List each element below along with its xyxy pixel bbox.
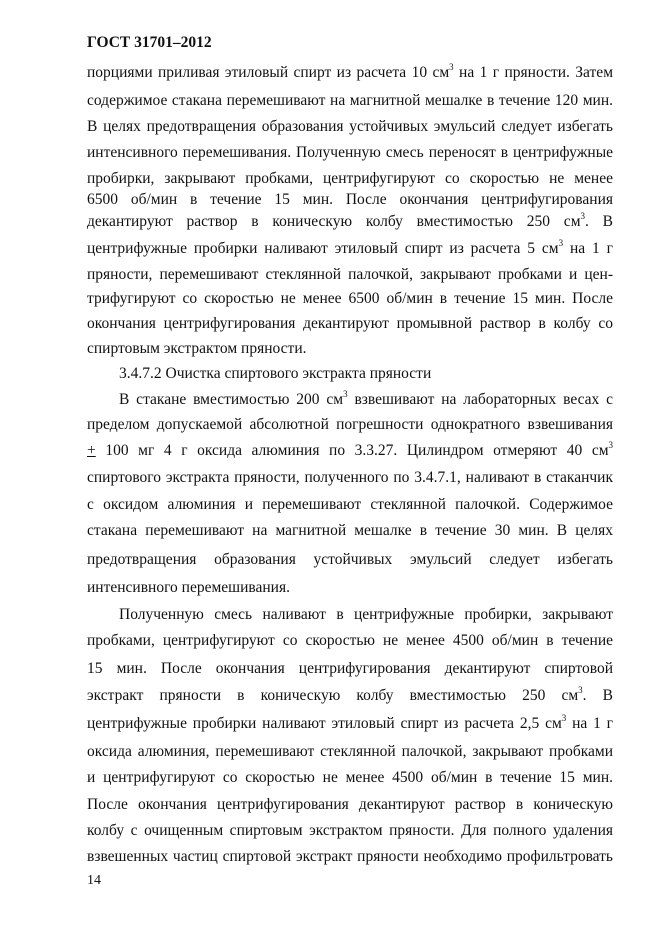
text-line: содержимое стакана перемешивают на магнитной мешалке в течение 120 мин.	[87, 92, 613, 109]
text-line: Полученную смесь наливают в центрифужные пробирки, закрывают	[119, 606, 613, 623]
page-number: 14	[87, 873, 101, 888]
text-line: 15 мин. После окончания центрифугирования декантируют спиртовой	[87, 660, 613, 677]
text-line: декантируют раствор в коническую колбу вместимостью 250 $см^3$. В	[87, 212, 613, 230]
text-line: интенсивного перемешивания. Полученную смесь переносят в центрифужные	[87, 144, 613, 161]
text-line: окончания центрифугирования декантируют промывной раствор в колбу со	[87, 315, 613, 332]
text-line: В стакане вместимостью 200 $см^3$ взвешивают на лабораторных весах с	[119, 390, 613, 408]
text-line: спиртового экстракта пряности, полученного по 3.4.7.1, наливают в стаканчик	[87, 469, 613, 486]
text-line: пробками, центрифугируют со скоростью не менее 4500 об/мин в течение	[87, 632, 613, 649]
text-line: центрифужные пробирки наливают этиловый спирт из расчета 2,5 $см^3$ на 1 г	[87, 714, 613, 732]
text-line: предотвращения образования устойчивых эмульсий следует избегать	[87, 551, 613, 568]
text-line: оксида алюминия, перемешивают стеклянной палочкой, закрывают пробками	[87, 743, 613, 760]
text-line: порциями приливая этиловый спирт из расчета 10 $см^3$ на 1 г пряности. Затем	[87, 63, 613, 81]
text-line: интенсивного перемешивания.	[87, 579, 290, 596]
text-line: После окончания центрифугирования декантируют раствор в коническую	[87, 796, 613, 813]
text-line: + 100 мг 4 г оксида алюминия по 3.3.27. Цилиндром отмеряют 40 $см^3$	[87, 441, 613, 459]
text-line: стакана перемешивают на магнитной мешалке в течение 30 мин. В целях	[87, 522, 613, 539]
text-line: пряности, перемешивают стеклянной палочкой, закрывают пробками и цен-	[87, 266, 613, 283]
text-line: взвешенных частиц спиртовой экстракт пряности необходимо профильтровать	[87, 848, 613, 865]
text-line: центрифужные пробирки наливают этиловый спирт из расчета 5 $см^3$ на 1 г	[87, 239, 613, 257]
text-line: пределом допускаемой абсолютной погрешности однократного взвешивания	[87, 416, 613, 433]
section-heading: 3.4.7.2 Очистка спиртового экстракта пряности	[119, 365, 432, 382]
text-line: 6500 об/мин в течение 15 мин. После окончания центрифугирования	[87, 191, 613, 208]
text-line: трифугируют со скоростью не менее 6500 об/мин в течение 15 мин. После	[87, 290, 613, 307]
text-line: и центрифугируют со скоростью не менее 4500 об/мин в течение 15 мин.	[87, 769, 613, 786]
text-line: колбу с очищенным спиртовым экстрактом пряности. Для полного удаления	[87, 822, 613, 839]
text-line: спиртовым экстрактом пряности.	[87, 340, 307, 357]
text-line: пробирки, закрывают пробками, центрифугируют со скоростью не менее	[87, 170, 613, 187]
document-header: ГОСТ 31701–2012	[87, 34, 212, 51]
text-line: В целях предотвращения образования устойчивых эмульсий следует избегать	[87, 118, 613, 135]
text-line: с оксидом алюминия и перемешивают стеклянной палочкой. Содержимое	[87, 496, 613, 513]
text-line: экстракт пряности в коническую колбу вместимостью 250 $см^3$. В	[87, 686, 613, 704]
